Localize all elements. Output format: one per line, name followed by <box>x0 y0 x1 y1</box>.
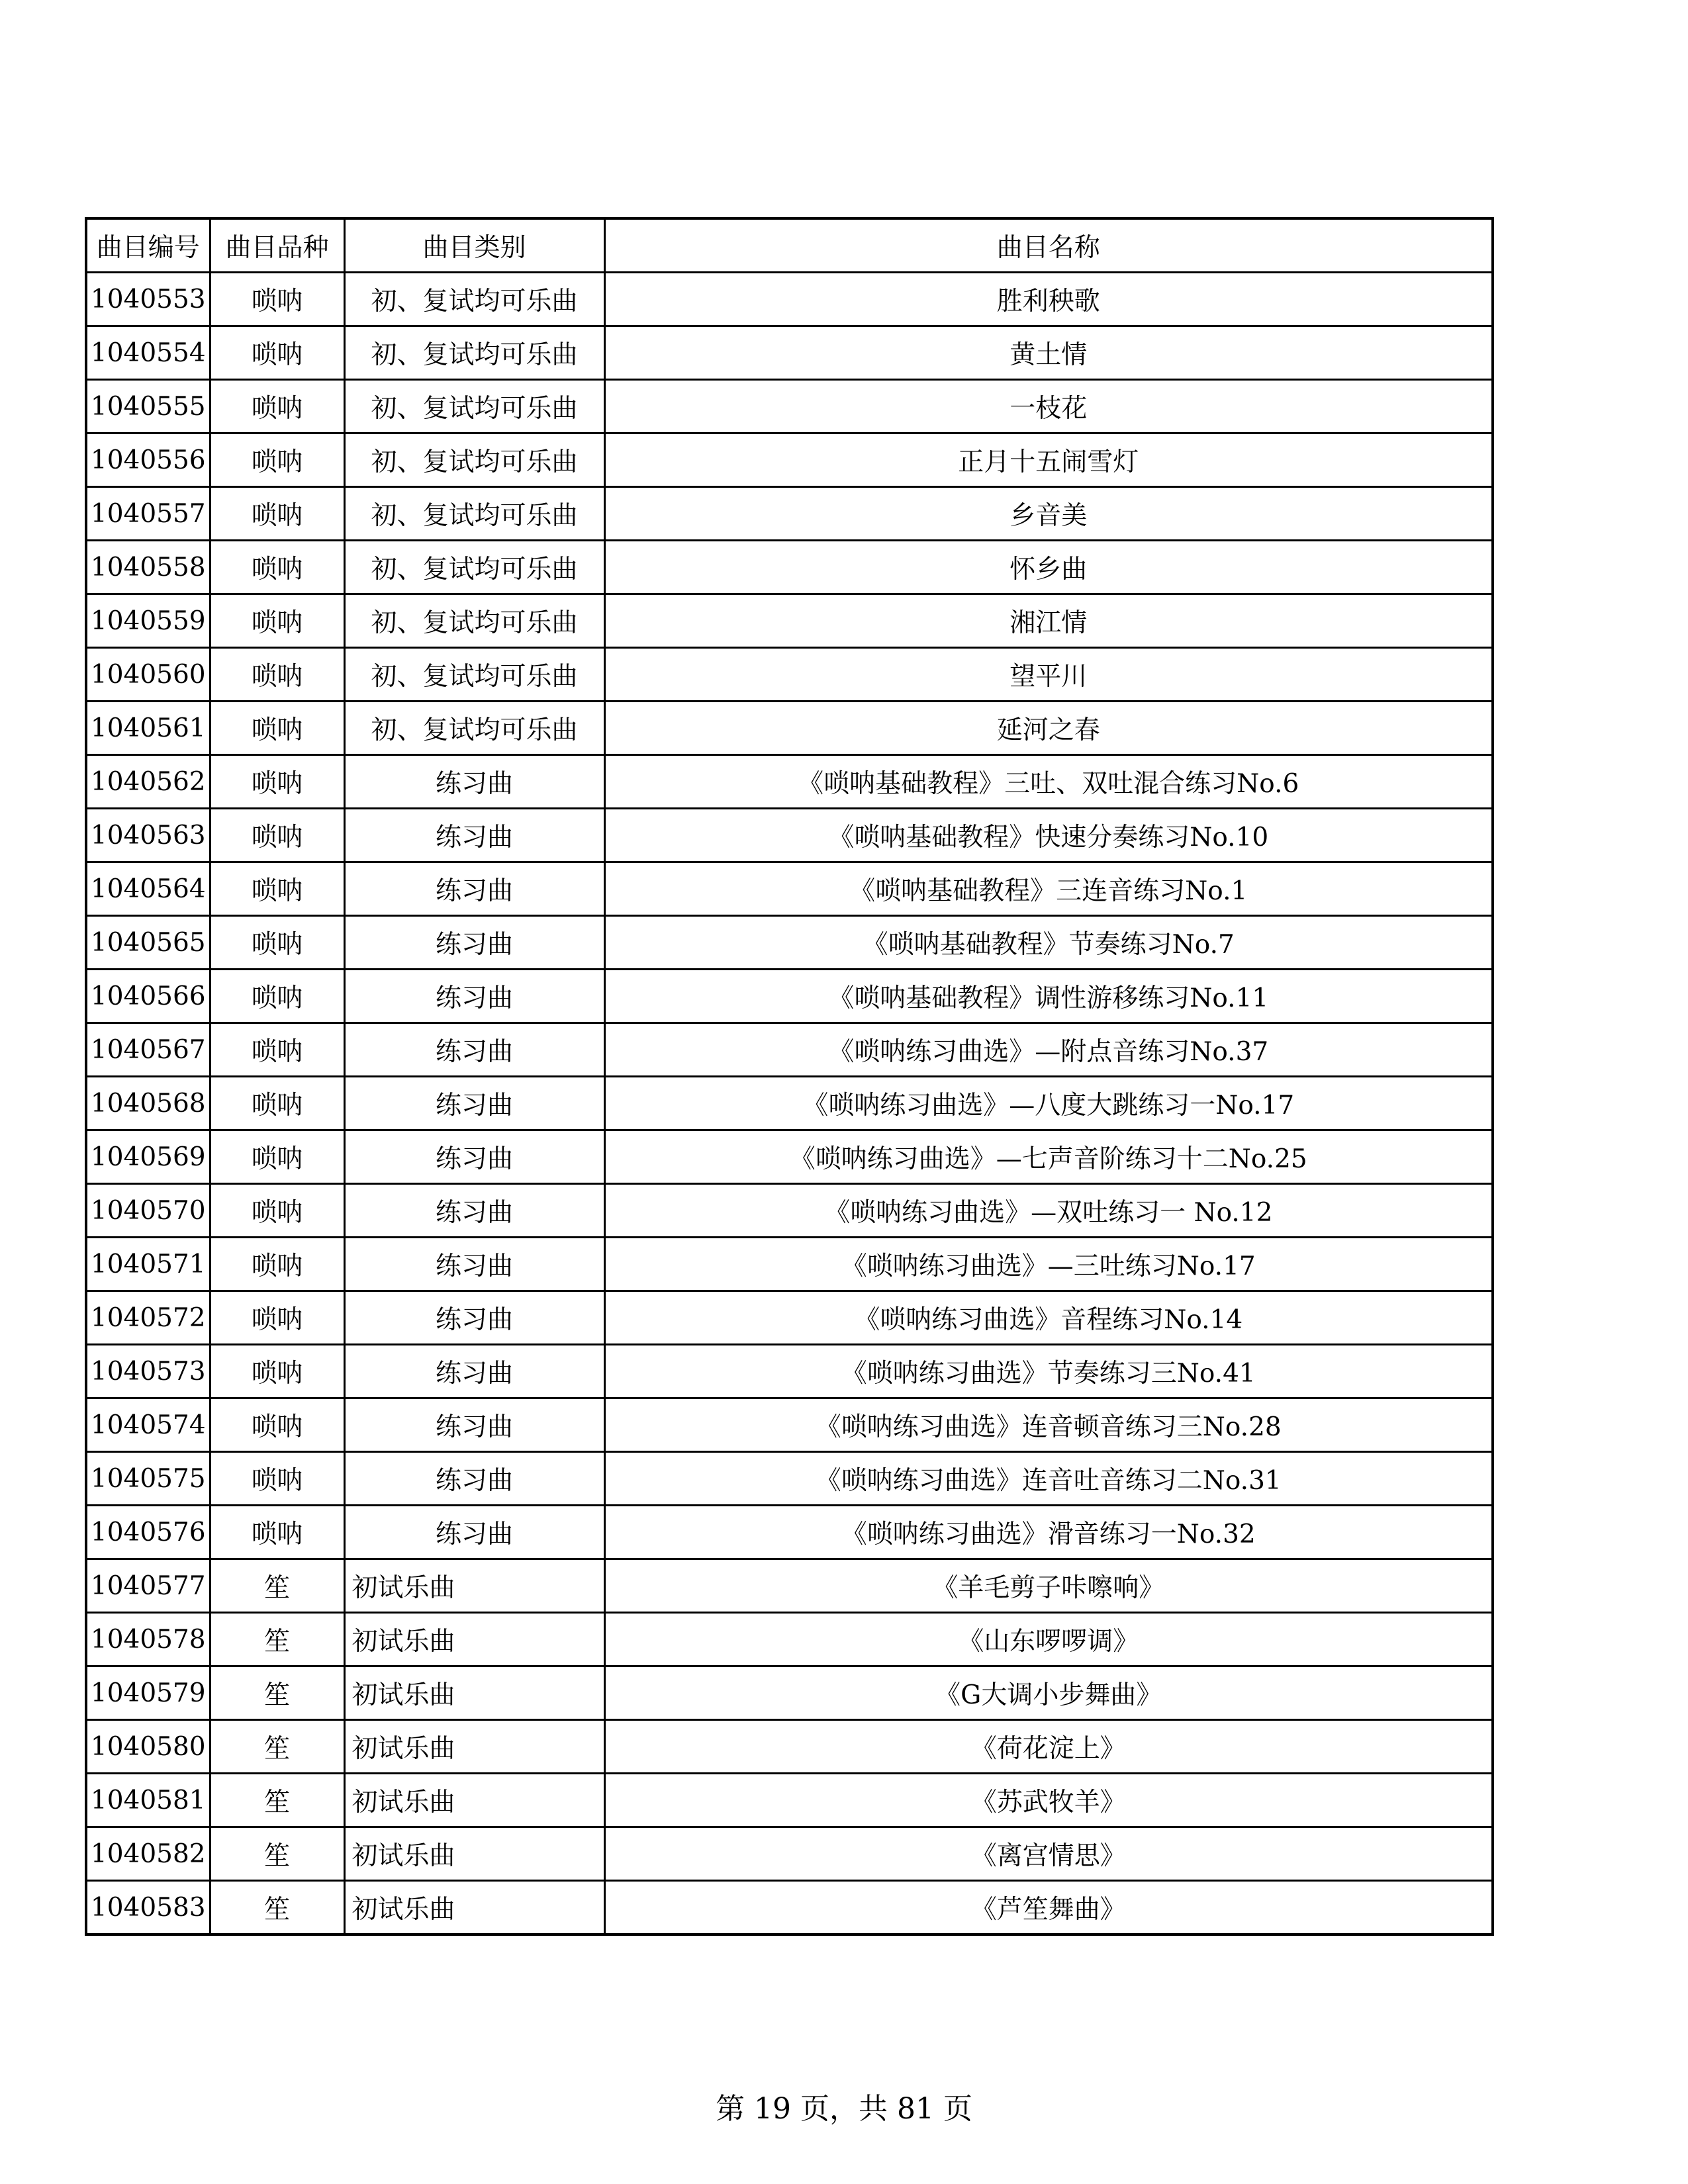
cell-piece-number: 1040568 <box>86 1077 210 1130</box>
header-category: 曲目类别 <box>344 218 604 273</box>
cell-piece-name: 一枝花 <box>604 380 1493 433</box>
table-row <box>86 1613 1493 1666</box>
cell-piece-name: 《唢呐练习曲选》连音吐音练习二No.31 <box>604 1452 1493 1506</box>
cell-instrument: 唢呐 <box>210 1023 344 1077</box>
cell-category: 练习曲 <box>344 1452 604 1506</box>
cell-piece-name: 胜利秧歌 <box>604 273 1493 326</box>
table-row <box>86 1130 1493 1184</box>
cell-piece-number: 1040569 <box>86 1130 210 1184</box>
cell-piece-name: 《唢呐练习曲选》—附点音练习No.37 <box>604 1023 1493 1077</box>
table-row <box>86 380 1493 433</box>
cell-category: 练习曲 <box>344 1506 604 1559</box>
cell-category: 练习曲 <box>344 755 604 809</box>
cell-category: 初试乐曲 <box>344 1881 604 1935</box>
table-row <box>86 1398 1493 1452</box>
cell-piece-number: 1040559 <box>86 594 210 648</box>
table-row <box>86 1827 1493 1881</box>
cell-instrument: 唢呐 <box>210 862 344 916</box>
cell-instrument: 唢呐 <box>210 1291 344 1345</box>
cell-category: 初、复试均可乐曲 <box>344 273 604 326</box>
table-row <box>86 433 1493 487</box>
cell-category: 初试乐曲 <box>344 1613 604 1666</box>
cell-piece-name: 《唢呐练习曲选》滑音练习一No.32 <box>604 1506 1493 1559</box>
cell-instrument: 笙 <box>210 1720 344 1774</box>
cell-piece-name: 《唢呐练习曲选》—八度大跳练习一No.17 <box>604 1077 1493 1130</box>
table-row <box>86 862 1493 916</box>
cell-piece-number: 1040564 <box>86 862 210 916</box>
table-row <box>86 1506 1493 1559</box>
cell-piece-number: 1040553 <box>86 273 210 326</box>
cell-piece-name: 望平川 <box>604 648 1493 702</box>
cell-piece-number: 1040579 <box>86 1666 210 1720</box>
table-row <box>86 487 1493 541</box>
cell-piece-number: 1040561 <box>86 702 210 755</box>
cell-piece-number: 1040582 <box>86 1827 210 1881</box>
table-row <box>86 702 1493 755</box>
cell-instrument: 唢呐 <box>210 702 344 755</box>
cell-piece-name: 《离宫情思》 <box>604 1827 1493 1881</box>
cell-instrument: 唢呐 <box>210 1452 344 1506</box>
table-row <box>86 1881 1493 1935</box>
cell-category: 初、复试均可乐曲 <box>344 702 604 755</box>
cell-instrument: 笙 <box>210 1881 344 1935</box>
cell-category: 练习曲 <box>344 1238 604 1291</box>
cell-category: 练习曲 <box>344 916 604 970</box>
cell-category: 练习曲 <box>344 1130 604 1184</box>
cell-piece-name: 《唢呐练习曲选》连音顿音练习三No.28 <box>604 1398 1493 1452</box>
table-row <box>86 1238 1493 1291</box>
header-piece-name: 曲目名称 <box>604 218 1493 273</box>
cell-piece-name: 《唢呐基础教程》调性游移练习No.11 <box>604 970 1493 1023</box>
cell-piece-number: 1040562 <box>86 755 210 809</box>
cell-instrument: 唢呐 <box>210 970 344 1023</box>
table-row <box>86 970 1493 1023</box>
cell-piece-name: 《荷花淀上》 <box>604 1720 1493 1774</box>
cell-piece-name: 《唢呐练习曲选》节奏练习三No.41 <box>604 1345 1493 1398</box>
cell-piece-name: 《G大调小步舞曲》 <box>604 1666 1493 1720</box>
cell-instrument: 唢呐 <box>210 755 344 809</box>
cell-piece-number: 1040574 <box>86 1398 210 1452</box>
header-piece-number: 曲目编号 <box>86 218 210 273</box>
cell-instrument: 笙 <box>210 1559 344 1613</box>
cell-category: 初、复试均可乐曲 <box>344 326 604 380</box>
cell-instrument: 唢呐 <box>210 809 344 862</box>
cell-category: 练习曲 <box>344 1184 604 1238</box>
table-row <box>86 809 1493 862</box>
cell-piece-number: 1040578 <box>86 1613 210 1666</box>
table-row <box>86 1720 1493 1774</box>
cell-piece-number: 1040583 <box>86 1881 210 1935</box>
cell-piece-number: 1040565 <box>86 916 210 970</box>
cell-piece-name: 《唢呐练习曲选》音程练习No.14 <box>604 1291 1493 1345</box>
cell-piece-number: 1040572 <box>86 1291 210 1345</box>
cell-instrument: 唢呐 <box>210 1130 344 1184</box>
cell-category: 初试乐曲 <box>344 1774 604 1827</box>
cell-piece-number: 1040554 <box>86 326 210 380</box>
cell-instrument: 唢呐 <box>210 594 344 648</box>
cell-piece-number: 1040563 <box>86 809 210 862</box>
cell-instrument: 笙 <box>210 1613 344 1666</box>
cell-piece-name: 《芦笙舞曲》 <box>604 1881 1493 1935</box>
cell-instrument: 唢呐 <box>210 1398 344 1452</box>
cell-category: 初试乐曲 <box>344 1666 604 1720</box>
table-header <box>86 218 1493 273</box>
cell-piece-name: 怀乡曲 <box>604 541 1493 594</box>
cell-instrument: 唢呐 <box>210 273 344 326</box>
cell-instrument: 唢呐 <box>210 326 344 380</box>
cell-category: 练习曲 <box>344 1077 604 1130</box>
cell-piece-number: 1040573 <box>86 1345 210 1398</box>
cell-piece-number: 1040567 <box>86 1023 210 1077</box>
header-row <box>86 218 1493 273</box>
table-row <box>86 273 1493 326</box>
table-row <box>86 1774 1493 1827</box>
cell-category: 练习曲 <box>344 809 604 862</box>
table-row <box>86 1666 1493 1720</box>
table-row <box>86 1559 1493 1613</box>
cell-instrument: 笙 <box>210 1774 344 1827</box>
cell-category: 初试乐曲 <box>344 1559 604 1613</box>
table-row <box>86 594 1493 648</box>
cell-category: 初、复试均可乐曲 <box>344 648 604 702</box>
cell-instrument: 唢呐 <box>210 1077 344 1130</box>
cell-instrument: 唢呐 <box>210 1184 344 1238</box>
cell-category: 练习曲 <box>344 1398 604 1452</box>
table-row <box>86 1184 1493 1238</box>
cell-piece-name: 湘江情 <box>604 594 1493 648</box>
cell-category: 练习曲 <box>344 970 604 1023</box>
cell-category: 练习曲 <box>344 862 604 916</box>
cell-category: 初、复试均可乐曲 <box>344 541 604 594</box>
cell-piece-name: 延河之春 <box>604 702 1493 755</box>
table-row <box>86 1077 1493 1130</box>
cell-instrument: 唢呐 <box>210 433 344 487</box>
cell-category: 初、复试均可乐曲 <box>344 433 604 487</box>
cell-piece-number: 1040560 <box>86 648 210 702</box>
table-row <box>86 1345 1493 1398</box>
cell-category: 练习曲 <box>344 1291 604 1345</box>
cell-piece-name: 黄土情 <box>604 326 1493 380</box>
cell-piece-number: 1040570 <box>86 1184 210 1238</box>
table-row <box>86 326 1493 380</box>
cell-piece-name: 《唢呐基础教程》三连音练习No.1 <box>604 862 1493 916</box>
cell-instrument: 唢呐 <box>210 380 344 433</box>
table-row <box>86 648 1493 702</box>
cell-piece-name: 《唢呐基础教程》快速分奏练习No.10 <box>604 809 1493 862</box>
header-instrument: 曲目品种 <box>210 218 344 273</box>
table-body <box>86 273 1493 1935</box>
cell-piece-number: 1040571 <box>86 1238 210 1291</box>
cell-piece-number: 1040555 <box>86 380 210 433</box>
table-row <box>86 1452 1493 1506</box>
cell-instrument: 笙 <box>210 1666 344 1720</box>
cell-piece-number: 1040556 <box>86 433 210 487</box>
cell-piece-name: 正月十五闹雪灯 <box>604 433 1493 487</box>
cell-category: 初试乐曲 <box>344 1720 604 1774</box>
cell-category: 初试乐曲 <box>344 1827 604 1881</box>
cell-instrument: 唢呐 <box>210 648 344 702</box>
page-number-footer: 第 19 页，共 81 页 <box>716 2092 972 2126</box>
cell-piece-number: 1040577 <box>86 1559 210 1613</box>
cell-instrument: 唢呐 <box>210 1345 344 1398</box>
cell-piece-name: 《唢呐练习曲选》—双吐练习一 No.12 <box>604 1184 1493 1238</box>
cell-piece-number: 1040557 <box>86 487 210 541</box>
cell-piece-name: 《唢呐基础教程》节奏练习No.7 <box>604 916 1493 970</box>
cell-instrument: 笙 <box>210 1827 344 1881</box>
table-row <box>86 1023 1493 1077</box>
cell-piece-name: 《唢呐练习曲选》—三吐练习No.17 <box>604 1238 1493 1291</box>
cell-piece-number: 1040558 <box>86 541 210 594</box>
cell-instrument: 唢呐 <box>210 1506 344 1559</box>
cell-piece-number: 1040580 <box>86 1720 210 1774</box>
table-row <box>86 755 1493 809</box>
cell-category: 练习曲 <box>344 1023 604 1077</box>
cell-category: 初、复试均可乐曲 <box>344 487 604 541</box>
table-row <box>86 1291 1493 1345</box>
cell-piece-name: 《苏武牧羊》 <box>604 1774 1493 1827</box>
cell-instrument: 唢呐 <box>210 541 344 594</box>
cell-instrument: 唢呐 <box>210 916 344 970</box>
cell-instrument: 唢呐 <box>210 1238 344 1291</box>
cell-category: 初、复试均可乐曲 <box>344 594 604 648</box>
cell-category: 初、复试均可乐曲 <box>344 380 604 433</box>
cell-category: 练习曲 <box>344 1345 604 1398</box>
cell-instrument: 唢呐 <box>210 487 344 541</box>
cell-piece-name: 《羊毛剪子咔嚓响》 <box>604 1559 1493 1613</box>
repertoire-table <box>85 217 1494 1936</box>
cell-piece-name: 《唢呐练习曲选》—七声音阶练习十二No.25 <box>604 1130 1493 1184</box>
cell-piece-number: 1040566 <box>86 970 210 1023</box>
cell-piece-name: 乡音美 <box>604 487 1493 541</box>
table-row <box>86 541 1493 594</box>
cell-piece-number: 1040576 <box>86 1506 210 1559</box>
cell-piece-number: 1040581 <box>86 1774 210 1827</box>
table-row <box>86 916 1493 970</box>
cell-piece-number: 1040575 <box>86 1452 210 1506</box>
cell-piece-name: 《山东啰啰调》 <box>604 1613 1493 1666</box>
cell-piece-name: 《唢呐基础教程》三吐、双吐混合练习No.6 <box>604 755 1493 809</box>
